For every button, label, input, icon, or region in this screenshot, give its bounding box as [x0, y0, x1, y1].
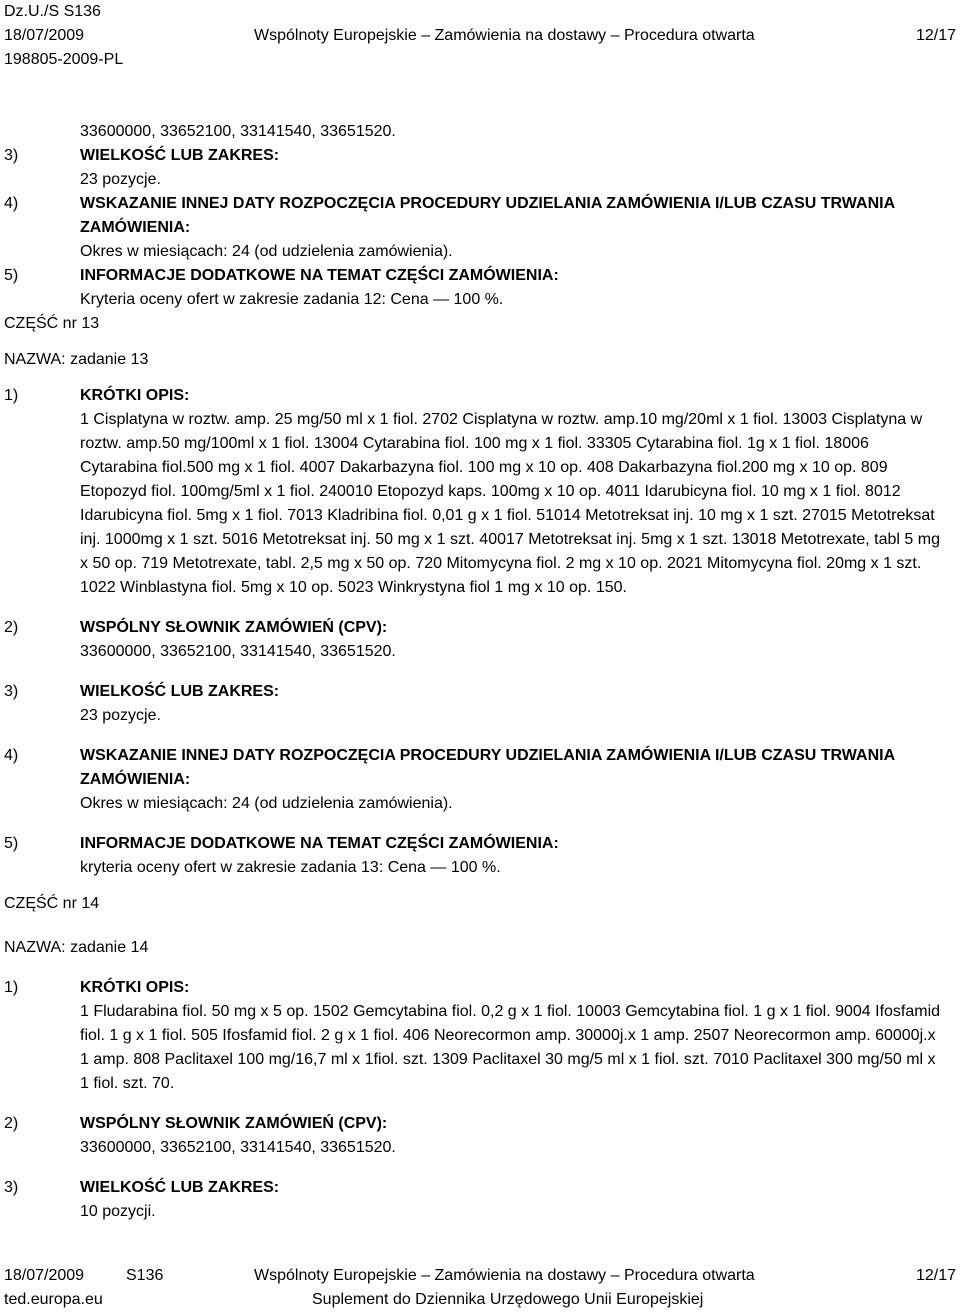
item-text: Okres w miesiącach: 24 (od udzielenia zamówienia).: [80, 795, 453, 812]
item-heading: KRÓTKI OPIS:: [80, 979, 190, 996]
part14-item-1: [0, 976, 960, 1096]
header-page-number: 12/17: [915, 27, 956, 44]
item-number: 2): [4, 1115, 19, 1132]
item-text: 33600000, 33652100, 33141540, 33651520.: [80, 1139, 396, 1156]
item-heading: WIELKOŚĆ LUB ZAKRES:: [80, 1179, 280, 1196]
footer-supplement-title: Suplement do Dziennika Urzędowego Unii Europejskiej: [312, 1291, 704, 1308]
item-number: 5): [4, 835, 19, 852]
part12-cpv-codes: 33600000, 33652100, 33141540, 33651520.: [80, 123, 396, 140]
part13-title: CZĘŚĆ nr 13: [4, 315, 100, 332]
item-heading: INFORMACJE DODATKOWE NA TEMAT CZĘŚCI ZAMÓWIENIA:: [80, 835, 559, 852]
header-oj-reference: Dz.U./S S136: [4, 3, 101, 20]
item-text: 23 pozycje.: [80, 171, 161, 188]
item-text: Okres w miesiącach: 24 (od udzielenia zamówienia).: [80, 243, 453, 260]
item-heading: WSPÓLNY SŁOWNIK ZAMÓWIEŃ (CPV):: [80, 1115, 388, 1132]
part14-item-2: [0, 1112, 960, 1160]
item-heading: WSKAZANIE INNEJ DATY ROZPOCZĘCIA PROCEDURY UDZIELANIA ZAMÓWIENIA I/LUB CZASU TRWANIA ZAMÓWIENIA:: [80, 195, 895, 236]
part13-name: NAZWA: zadanie 13: [4, 351, 149, 368]
part14-title: CZĘŚĆ nr 14: [4, 895, 100, 912]
item-text: 33600000, 33652100, 33141540, 33651520.: [80, 643, 396, 660]
item-text: Kryteria oceny ofert w zakresie zadania 12: Cena — 100 %.: [80, 291, 504, 308]
item-number: 1): [4, 387, 19, 404]
footer-date: 18/07/2009: [4, 1267, 85, 1284]
part13-item-3: [0, 680, 960, 728]
footer-series-code: S136: [126, 1267, 164, 1284]
header-notice-id: 198805-2009-PL: [4, 51, 124, 68]
part12-item-4: [0, 192, 960, 264]
page-footer: [4, 1264, 956, 1312]
item-number: 3): [4, 1179, 19, 1196]
item-text: 1 Cisplatyna w roztw. amp. 25 mg/50 ml x 1 fiol. 2702 Cisplatyna w roztw. amp.10 mg/20ml x 1 fiol. 13003 Cisplatyna w roztw. amp.50 mg/100ml x 1 fiol. 13004 Cytarabina fiol. 100 mg x 1 fiol. 33305 Cytarabina fiol. 1g x 1 fiol. 18006 Cytarabina fiol.500 mg x 1 fiol. 4007 Dakarbazyna fiol. 100 mg x 10 op. 408 Dakarbazyna fiol.200 mg x 10 op. 809 Etopozyd fiol. 100mg/5ml x 1 fiol. 240010 Etopozyd kaps. 100mg x 10 op. 4011 Idarubicyna fiol. 10 mg x 1 fiol. 8012 Idarubicyna fiol. 5mg x 1 fiol. 7013 Kladribina fiol. 0,01 g x 1 fiol. 51014 Metotreksat inj. 10 mg x 1 szt. 27015 Metotreksat inj. 1000mg x 1 szt. 5016 Metotreksat inj. 50 mg x 1 szt. 40017 Metotreksat inj. 5mg x 1 szt. 13018 Metotrexate, tabl 5 mg x 50 op. 719 Metotrexate, tabl. 2,5 mg x 50 op. 720 Mitomycyna fiol. 2 mg x 10 op. 2021 Mitomycyna fiol. 20mg x 1 szt. 1022 Winblastyna fiol. 5mg x 10 op. 5023 Winkrystyna fiol 1 mg x 10 op. 150.: [80, 411, 940, 596]
document-body: [0, 120, 960, 1224]
part12-item-5: [0, 264, 960, 312]
item-text: 10 pozycji.: [80, 1203, 156, 1220]
item-number: 4): [4, 747, 19, 764]
item-number: 2): [4, 619, 19, 636]
item-text: 1 Fludarabina fiol. 50 mg x 5 op. 1502 Gemcytabina fiol. 0,2 g x 1 fiol. 10003 Gemcytabina fiol. 1 g x 1 fiol. 9004 Ifosfamid fiol. 1 g x 1 fiol. 505 Ifosfamid fiol. 2 g x 1 fiol. 406 Neorecormon amp. 30000j.x 1 amp. 2507 Neorecormon amp. 60000j.x 1 amp. 808 Paclitaxel 100 mg/16,7 ml x 1fiol. szt. 1309 Paclitaxel 30 mg/5 ml x 1 fiol. szt. 7010 Paclitaxel 300 mg/50 ml x 1 fiol. szt. 70.: [80, 1003, 941, 1092]
part14-item-3: [0, 1176, 960, 1224]
item-number: 3): [4, 147, 19, 164]
part13-item-4: [0, 744, 960, 816]
part13-item-5: [0, 832, 960, 880]
item-heading: WSPÓLNY SŁOWNIK ZAMÓWIEŃ (CPV):: [80, 619, 388, 636]
part14-name: NAZWA: zadanie 14: [4, 939, 149, 956]
item-text: kryteria oceny ofert w zakresie zadania 13: Cena — 100 %.: [80, 859, 501, 876]
part13-item-1: [0, 384, 960, 600]
item-text: 23 pozycje.: [80, 707, 161, 724]
item-heading: WSKAZANIE INNEJ DATY ROZPOCZĘCIA PROCEDURY UDZIELANIA ZAMÓWIENIA I/LUB CZASU TRWANIA ZAMÓWIENIA:: [80, 747, 895, 788]
part12-item-3: [0, 144, 960, 192]
item-number: 5): [4, 267, 19, 284]
header-publication-title: Wspólnoty Europejskie – Zamówienia na dostawy – Procedura otwarta: [254, 27, 755, 44]
item-number: 1): [4, 979, 19, 996]
item-heading: WIELKOŚĆ LUB ZAKRES:: [80, 683, 280, 700]
footer-publication-title: Wspólnoty Europejskie – Zamówienia na dostawy – Procedura otwarta: [254, 1267, 755, 1284]
item-number: 3): [4, 683, 19, 700]
item-heading: KRÓTKI OPIS:: [80, 387, 190, 404]
item-heading: INFORMACJE DODATKOWE NA TEMAT CZĘŚCI ZAMÓWIENIA:: [80, 267, 559, 284]
part13-item-2: [0, 616, 960, 664]
footer-page-number: 12/17: [915, 1267, 956, 1284]
item-number: 4): [4, 195, 19, 212]
page-header: [4, 0, 956, 72]
header-date: 18/07/2009: [4, 27, 85, 44]
footer-website-link[interactable]: ted.europa.eu: [4, 1291, 103, 1308]
item-heading: WIELKOŚĆ LUB ZAKRES:: [80, 147, 280, 164]
